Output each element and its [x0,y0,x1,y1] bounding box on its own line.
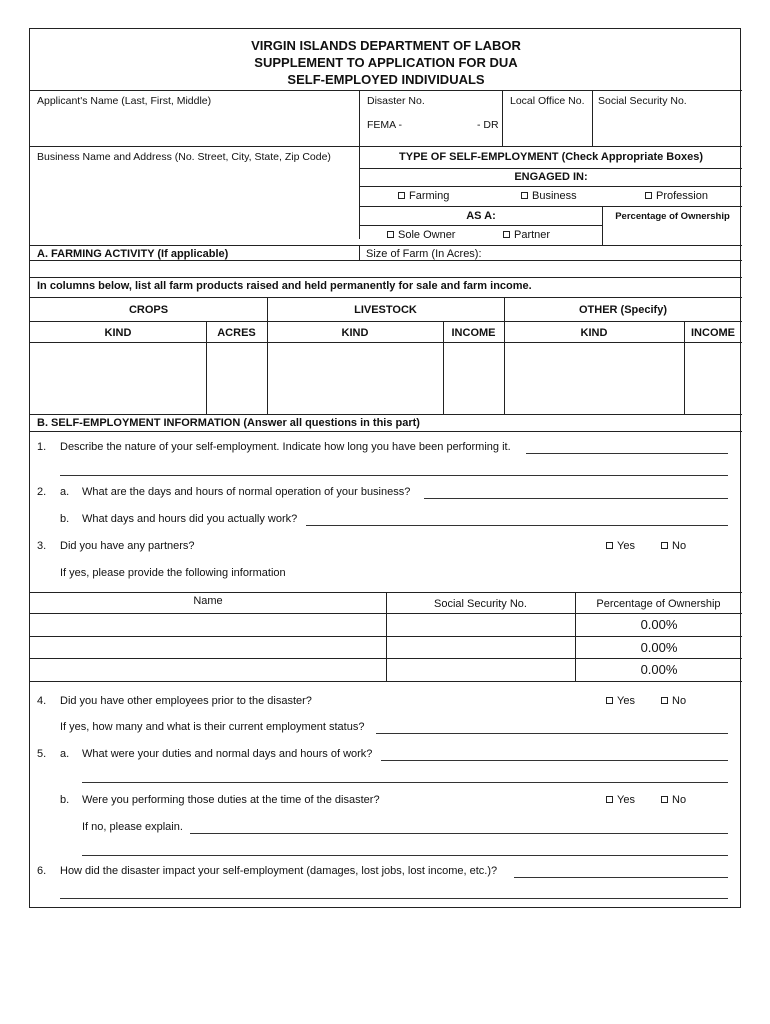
partner-checkbox[interactable] [503,229,550,241]
q5a-text: What were your duties and normal days and hours of work? [82,748,373,760]
livestock-income-cell[interactable] [444,343,504,413]
yes-label: Yes [617,695,635,707]
checkbox-icon [645,192,652,199]
crops-kind-header: KIND [104,327,132,339]
farming-checkbox[interactable] [398,190,449,202]
q6-text: How did the disaster impact your self-employment (damages, lost jobs, lost income, etc.)? [60,865,498,877]
q5b-no-checkbox[interactable] [661,794,686,806]
q3-yes-checkbox[interactable] [606,540,635,552]
partner-label: Partner [514,229,551,241]
applicant-name-field[interactable] [30,107,357,147]
q6-answer-line-1[interactable] [514,877,728,878]
dr-label: - DR [477,119,499,131]
q3-no-checkbox[interactable] [661,540,686,552]
form-title [30,37,742,88]
q4-text: Did you have other employees prior to the disaster? [60,695,312,707]
livestock-header: LIVESTOCK [354,304,417,316]
checkbox-icon [661,796,668,803]
checkbox-icon [521,192,528,199]
q5b-yes-checkbox[interactable] [606,794,635,806]
type-of-self-employment-title: TYPE OF SELF-EMPLOYMENT (Check Appropriate Boxes) [399,151,703,163]
partner-1-pct-cell[interactable]: 0.00% [640,617,678,632]
checkbox-icon [661,697,668,704]
partner-3-ssn-cell[interactable] [387,659,575,680]
partner-3-pct-cell[interactable]: 0.00% [640,662,678,677]
q5a-answer-line-2[interactable] [82,782,728,783]
partner-2-pct-cell[interactable]: 0.00% [640,640,678,655]
q5a-answer-line-1[interactable] [381,760,728,761]
q4-yes-checkbox[interactable] [606,695,635,707]
q3-number: 3. [37,540,47,552]
partner-2-name-cell[interactable] [30,637,386,658]
checkbox-icon [606,542,613,549]
partner-name-header: Name [193,595,223,607]
business-label: Business [532,190,577,202]
fema-label: FEMA - [367,119,403,131]
section-b-title: B. SELF-EMPLOYMENT INFORMATION (Answer all questions in this part) [37,417,420,429]
q2b-text: What days and hours did you actually work? [82,513,298,525]
no-label: No [672,794,687,806]
checkbox-icon [606,697,613,704]
q4-answer-line[interactable] [376,733,728,734]
local-office-field[interactable] [503,109,591,145]
q1-answer-line-1[interactable] [526,453,728,454]
q4-no-checkbox[interactable] [661,695,686,707]
farm-size-field[interactable] [490,245,740,260]
q6-answer-line-2[interactable] [60,898,728,899]
q4-followup: If yes, how many and what is their current employment status? [60,721,365,733]
farming-label: Farming [409,190,450,202]
q5b-letter: b. [60,794,70,806]
q1-answer-line-2[interactable] [60,475,728,476]
q5b-answer-line-1[interactable] [190,833,728,834]
business-address-label: Business Name and Address (No. Street, City, State, Zip Code) [37,151,331,163]
ownership-percentage-label: Percentage of Ownership [615,211,730,222]
disaster-no-label: Disaster No. [367,95,425,107]
q2a-text: What are the days and hours of normal operation of your business? [82,486,411,498]
farm-products-instruction: In columns below, list all farm products raised and held permanently for sale and farm income. [37,280,532,292]
q5b-answer-line-2[interactable] [82,855,728,856]
q1-number: 1. [37,441,47,453]
q1-text: Describe the nature of your self-employment. Indicate how long you have been performing it. [60,441,511,453]
crops-kind-cell[interactable] [30,343,206,413]
livestock-income-header: INCOME [451,327,496,339]
q2a-answer-line[interactable] [424,498,728,499]
q5-number: 5. [37,748,47,760]
q3-text: Did you have any partners? [60,540,195,552]
other-income-header: INCOME [691,327,735,339]
checkbox-icon [606,796,613,803]
profession-checkbox[interactable] [645,190,708,202]
profession-label: Profession [656,190,708,202]
ownership-percentage-field[interactable] [603,225,742,245]
partner-3-name-cell[interactable] [30,659,386,680]
q2b-letter: b. [60,513,70,525]
partner-2-ssn-cell[interactable] [387,637,575,658]
yes-label: Yes [617,794,635,806]
title-line-3: SELF-EMPLOYED INDIVIDUALS [287,72,485,87]
local-office-label: Local Office No. [510,95,585,107]
section-a-title: A. FARMING ACTIVITY (If applicable) [37,248,229,260]
q2a-letter: a. [60,486,70,498]
no-label: No [672,695,687,707]
q6-number: 6. [37,865,47,877]
q5a-letter: a. [60,748,70,760]
as-a-label: AS A: [466,210,496,222]
q5b-text: Were you performing those duties at the time of the disaster? [82,794,380,806]
partner-1-name-cell[interactable] [30,614,386,635]
checkbox-icon [398,192,405,199]
partner-1-ssn-cell[interactable] [387,614,575,635]
crops-header: CROPS [128,304,169,316]
partner-ssn-header: Social Security No. [434,598,527,610]
q5b-followup: If no, please explain. [82,821,183,833]
checkbox-icon [661,542,668,549]
crops-acres-header: ACRES [217,327,256,339]
title-line-2: SUPPLEMENT TO APPLICATION FOR DUA [254,55,518,70]
business-address-field[interactable] [30,165,357,245]
title-line-1: VIRGIN ISLANDS DEPARTMENT OF LABOR [251,38,521,53]
dua-supplement-form [29,28,741,908]
livestock-kind-header: KIND [341,327,369,339]
other-income-cell[interactable] [685,343,742,413]
ssn-label: Social Security No. [598,95,687,107]
q4-number: 4. [37,695,47,707]
other-kind-header: KIND [580,327,608,339]
applicant-name-label: Applicant's Name (Last, First, Middle) [37,95,212,107]
sole-owner-checkbox[interactable] [387,229,455,241]
q2-number: 2. [37,486,47,498]
q2b-answer-line[interactable] [306,525,728,526]
livestock-kind-cell[interactable] [268,343,443,413]
yes-label: Yes [617,540,635,552]
sole-owner-label: Sole Owner [398,229,456,241]
engaged-in-label: ENGAGED IN: [514,171,588,183]
q3-followup: If yes, please provide the following information [60,567,286,579]
no-label: No [672,540,687,552]
checkbox-icon [387,231,394,238]
crops-acres-cell[interactable] [207,343,267,413]
ssn-field[interactable] [593,109,740,145]
other-header: OTHER (Specify) [578,304,667,316]
checkbox-icon [503,231,510,238]
other-kind-cell[interactable] [505,343,684,413]
partner-pct-header: Percentage of Ownership [596,598,721,610]
fema-number-field[interactable] [402,115,474,131]
farm-size-label: Size of Farm (In Acres): [366,248,482,260]
business-checkbox[interactable] [521,190,577,202]
